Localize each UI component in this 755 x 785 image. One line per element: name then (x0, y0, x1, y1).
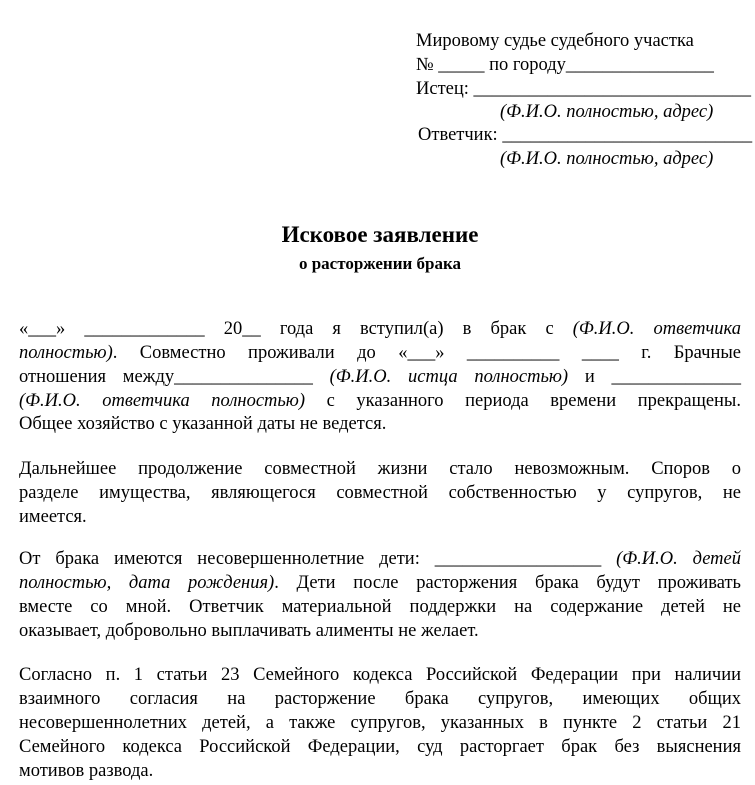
p3-line2 (19, 571, 741, 595)
p3-line3: вместе со мной. Ответчик материальной поддержки на содержание детей не (19, 597, 741, 617)
p4-line1: Согласно п. 1 статьи 23 Семейного кодекса Российской Федерации при наличии (19, 665, 741, 685)
p1-hint: (Ф.И.О. ответчика (572, 319, 741, 339)
defendant-hint: (Ф.И.О. полностью, адрес) (500, 149, 714, 169)
p3-line4: оказывает, добровольно выплачивать алименты не желает. (19, 621, 479, 641)
p2-line1: Дальнейшее продолжение совместной жизни стало невозможным. Споров о (19, 459, 741, 479)
p1-hint: (Ф.И.О. истца полностью) (329, 367, 569, 387)
p1-text: «___» _____________ 20__ года я вступил(а) в брак с (19, 319, 573, 339)
p3-text: От брака имеются несовершеннолетние дети: __________________ (19, 549, 617, 569)
plaintiff-hint: (Ф.И.О. полностью, адрес) (500, 102, 714, 122)
p3-line1 (19, 547, 741, 571)
p1-line4 (19, 389, 741, 413)
p4-line4: Семейного кодекса Российской Федерации, суд расторгает брак без выяснения (19, 737, 741, 757)
p1-text: . Совместно проживали до «___» __________ ____ г. Брачные (112, 343, 741, 363)
p4-line2: взаимного согласия на расторжение брака супругов, имеющих общих (19, 689, 741, 709)
p1-line3 (19, 365, 741, 389)
p1-text: с указанного периода времени прекращены. (305, 391, 741, 411)
p1-line2 (19, 341, 741, 365)
defendant-line (418, 123, 752, 147)
p3-text: . Дети после расторжения брака будут проживать (274, 573, 741, 593)
p1-line1 (19, 317, 741, 341)
p1-hint: полностью) (19, 343, 113, 363)
p1-text: отношения между_______________ (19, 367, 330, 387)
p2-line2: разделе имущества, являющегося совместной собственностью у супругов, не (19, 483, 741, 503)
p1-hint: (Ф.И.О. ответчика полностью) (19, 391, 306, 411)
p3-hint: (Ф.И.О. детей (616, 549, 741, 569)
p3-hint: полностью, дата рождения) (19, 573, 275, 593)
p4-line3: несовершеннолетних детей, а также супругов, указанных в пункте 2 статьи 21 (19, 713, 741, 733)
plaintiff-blank: ______________________________ (473, 79, 752, 99)
plaintiff-line (416, 77, 751, 101)
p1-line5: Общее хозяйство с указанной даты не ведется. (19, 414, 387, 434)
p2-line3: имеется. (19, 507, 87, 527)
p1-text: и ______________ (568, 367, 741, 387)
document-subtitle: о расторжении брака (298, 254, 462, 273)
p4-line5: мотивов развода. (19, 761, 154, 781)
defendant-blank: ___________________________ (502, 125, 753, 145)
plaintiff-label: Истец: (416, 79, 474, 99)
court-number-line: № _____ по городу________________ (416, 55, 714, 75)
addressee-line: Мировому судье судебного участка (416, 31, 694, 51)
defendant-label: Ответчик: (418, 125, 503, 145)
document-title: Исковое заявление (281, 222, 479, 247)
